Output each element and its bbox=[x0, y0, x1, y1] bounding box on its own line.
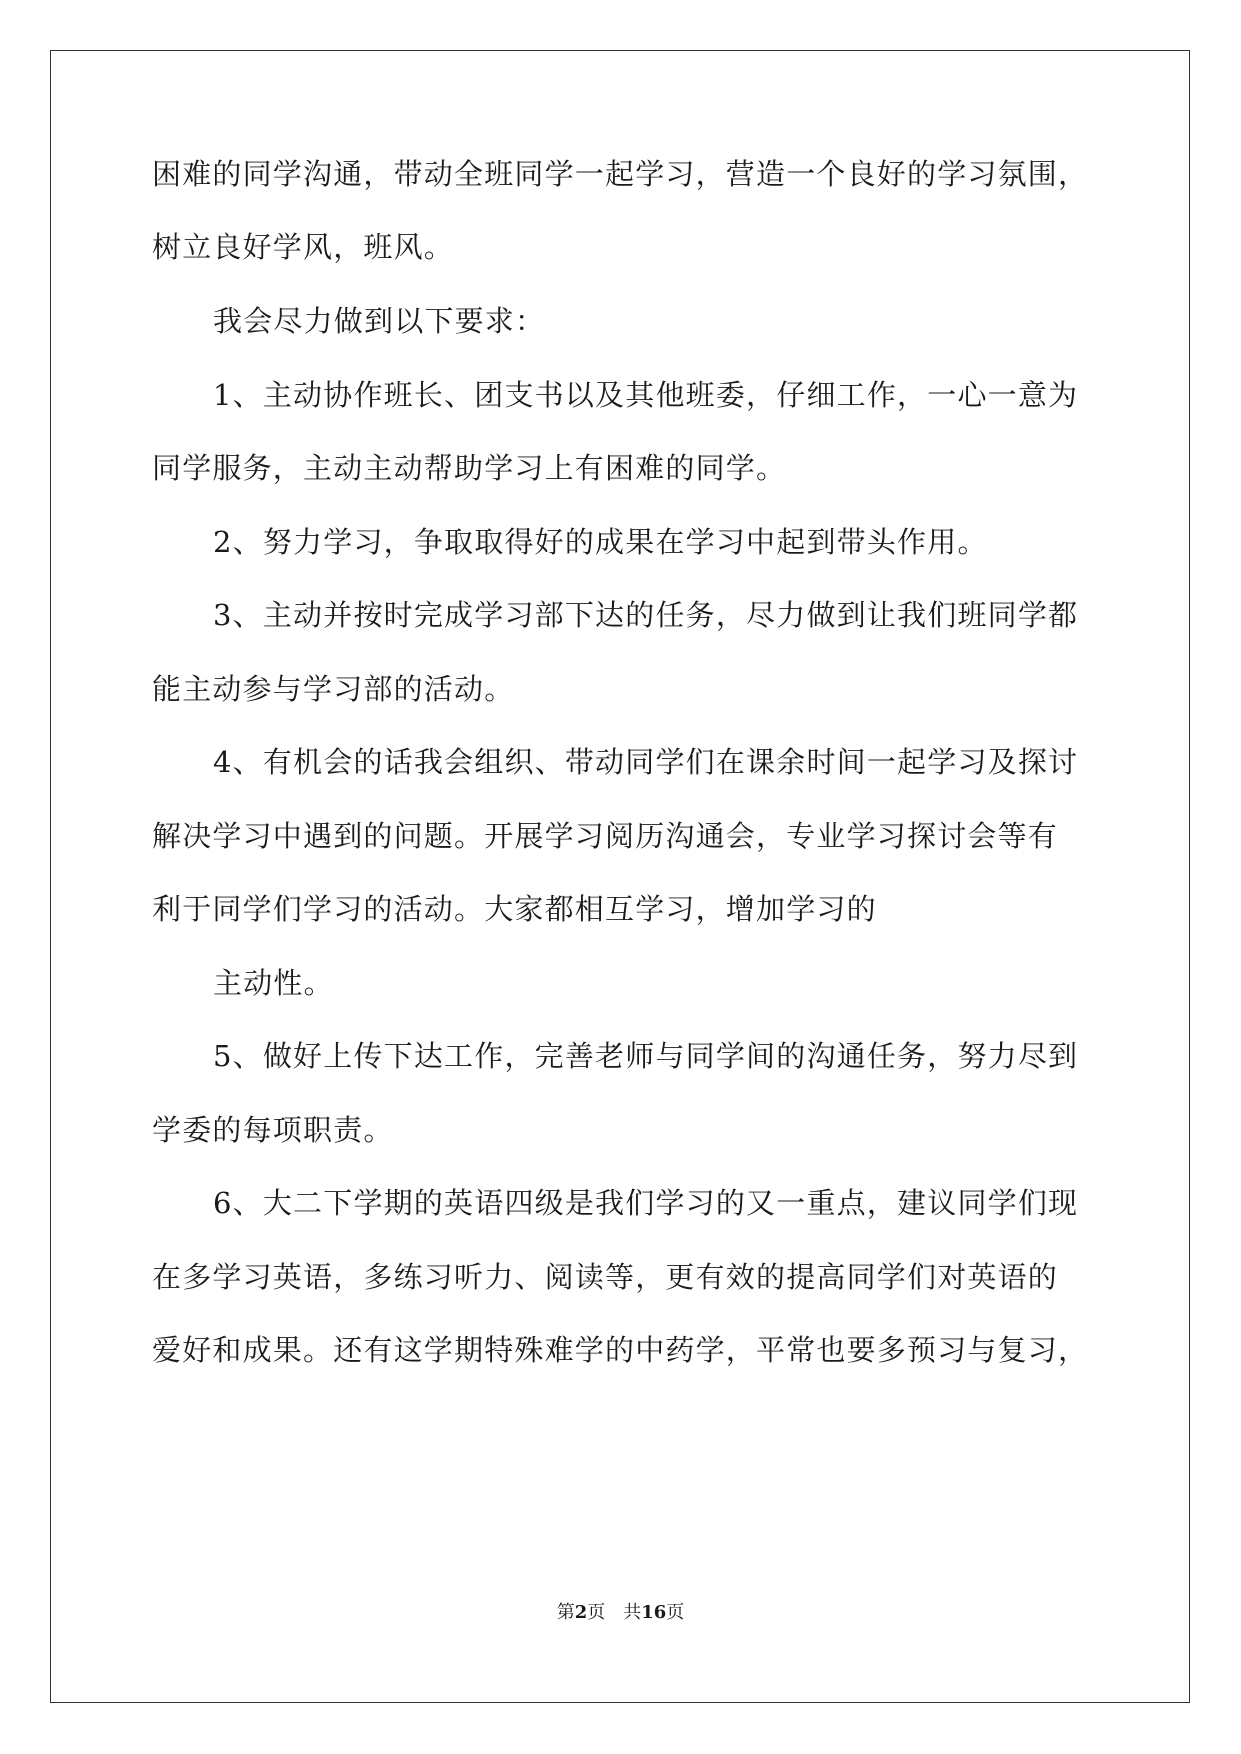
page-footer bbox=[0, 1601, 1241, 1625]
text-line: 4、有机会的话我会组织、带动同学们在课余时间一起学习及探讨 bbox=[213, 745, 1079, 779]
page-prefix: 第 bbox=[556, 1602, 575, 1623]
page-suffix: 页 bbox=[587, 1602, 606, 1623]
text-line: 学委的每项职责。 bbox=[152, 1113, 394, 1147]
text-line: 1、主动协作班长、团支书以及其他班委，仔细工作，一心一意为 bbox=[213, 378, 1079, 412]
text-line: 5、做好上传下达工作，完善老师与同学间的沟通任务，努力尽到 bbox=[213, 1039, 1079, 1073]
total-prefix: 共 bbox=[623, 1602, 642, 1623]
page-frame bbox=[50, 50, 1190, 1703]
text-line: 6、大二下学期的英语四级是我们学习的又一重点，建议同学们现 bbox=[213, 1186, 1079, 1220]
text-line: 利于同学们学习的活动。大家都相互学习，增加学习的 bbox=[152, 892, 877, 926]
text-line: 3、主动并按时完成学习部下达的任务，尽力做到让我们班同学都 bbox=[213, 598, 1079, 632]
text-line: 我会尽力做到以下要求： bbox=[213, 304, 546, 338]
text-line: 同学服务，主动主动帮助学习上有困难的同学。 bbox=[152, 451, 787, 485]
page-total: 16 bbox=[641, 1602, 667, 1623]
page-current: 2 bbox=[574, 1602, 588, 1623]
text-line: 解决学习中遇到的问题。开展学习阅历沟通会，专业学习探讨会等有 bbox=[152, 819, 1059, 853]
text-line: 爱好和成果。还有这学期特殊难学的中药学，平常也要多预习与复习， bbox=[152, 1333, 1089, 1367]
text-line: 在多学习英语，多练习听力、阅读等，更有效的提高同学们对英语的 bbox=[152, 1260, 1059, 1294]
text-line: 主动性。 bbox=[213, 966, 334, 1000]
text-line: 能主动参与学习部的活动。 bbox=[152, 672, 515, 706]
text-line: 困难的同学沟通，带动全班同学一起学习，营造一个良好的学习氛围， bbox=[152, 157, 1089, 191]
text-line: 树立良好学风，班风。 bbox=[152, 230, 455, 264]
total-suffix: 页 bbox=[666, 1602, 685, 1623]
text-line: 2、努力学习，争取取得好的成果在学习中起到带头作用。 bbox=[213, 525, 988, 559]
